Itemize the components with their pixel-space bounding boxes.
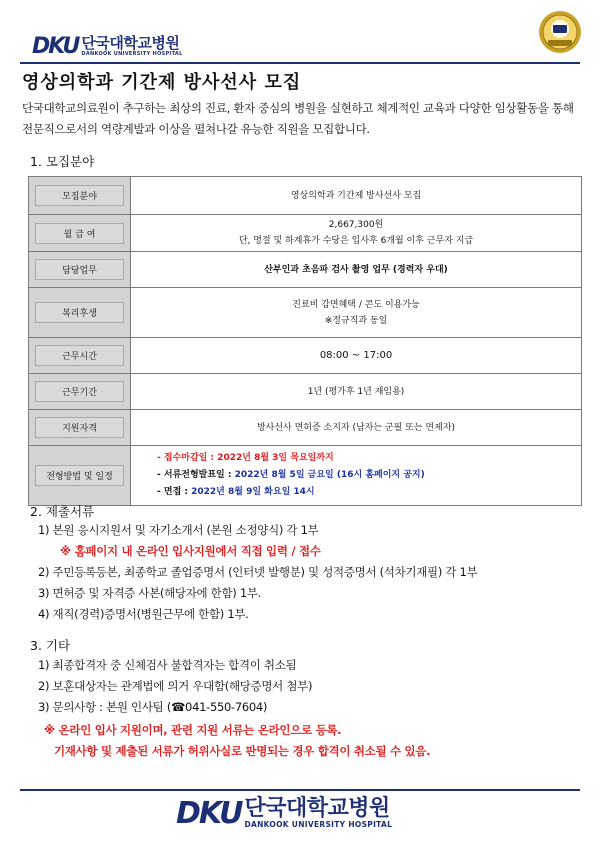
list-item: 1) 최종합격자 중 신체검사 불합격자는 합격이 취소됨 (38, 658, 297, 672)
table-row (29, 215, 582, 252)
table-row (29, 446, 582, 506)
intro-paragraph: 단국대학교의료원이 추구하는 최상의 진료, 환자 중심의 병원을 실현하고 체계적인 교육과 다양한 임상활동을 통해 전문직으로서의 역량계발과 이상을 펼쳐나갈 유능한 직원을 모집합니다. (22, 101, 574, 136)
value-period: 1년 (평가후 1년 재임용) (131, 374, 582, 410)
process-interview-date: 2022년 8월 9일 화요일 14시 (191, 487, 315, 497)
online-apply-notice: ※ 홈페이지 내 온라인 입사지원에서 직접 입력 / 접수 (60, 544, 321, 558)
table-row (29, 374, 582, 410)
section3-notes (44, 720, 430, 762)
logo-hospital-name: 단국대학교병원 (244, 796, 390, 821)
table-row (29, 288, 582, 338)
false-info-warning: 기재사항 및 제출된 서류가 허위사실로 판명되는 경우 합격이 취소될 수 있음. (54, 744, 431, 758)
section3-list (38, 655, 312, 718)
label-process: 전형방법 및 일정 (35, 465, 124, 486)
logo-hospital-name-en: DANKOOK UNIVERSITY HOSPITAL (81, 51, 183, 57)
label-hours: 근무시간 (35, 345, 124, 366)
value-welfare: 진료비 감면혜택 / 콘도 이용가능 (292, 299, 420, 310)
label-field: 모집분야 (35, 185, 124, 206)
section2-heading: 2. 제출서류 (30, 504, 95, 519)
table-row (29, 177, 582, 215)
process-doc-result-label: - 서류전형발표일 : (157, 470, 235, 480)
list-item: 3) 면허증 및 자격증 사본(해당자에 한함) 1부. (38, 586, 262, 600)
value-duty: 산부인과 초음파 검사 촬영 업무 (경력자 우대) (131, 252, 582, 288)
online-register-notice: ※ 온라인 입사 지원이며, 관련 지원 서류는 온라인으로 등록. (44, 723, 342, 737)
list-item: 4) 재직(경력)증명서(병원근무에 한함) 1부. (38, 607, 249, 621)
label-welfare: 복리후생 (35, 302, 124, 323)
label-salary: 월 급 여 (35, 223, 124, 244)
dku-logo-mark: DKU (176, 796, 242, 831)
recruitment-table (28, 176, 582, 506)
value-field: 영상의학과 기간제 방사선사 모집 (131, 177, 582, 215)
hospital-logo-top (32, 34, 183, 59)
label-period: 근무기간 (35, 381, 124, 402)
section3-heading: 3. 기타 (30, 638, 71, 653)
section1-heading: 1. 모집분야 (30, 154, 95, 169)
certification-badge-icon (538, 10, 582, 54)
hospital-logo-bottom (176, 796, 392, 831)
logo-hospital-name: 단국대학교병원 (81, 34, 180, 52)
value-qualification: 방사선사 면허증 소지자 (남자는 군필 또는 면제자) (131, 410, 582, 446)
section2-list (38, 520, 477, 625)
value-salary-amount: 2,667,300원 (328, 220, 384, 230)
logo-hospital-name-en: DANKOOK UNIVERSITY HOSPITAL (244, 820, 393, 829)
dku-logo-mark: DKU (32, 34, 79, 59)
list-item: 1) 본원 응시지원서 및 자기소개서 (본원 소정양식) 각 1부 (38, 523, 319, 537)
process-deadline: - 접수마감일 : 2022년 8월 3일 목요일까지 (157, 453, 334, 463)
value-hours: 08:00 ~ 17:00 (131, 338, 582, 374)
list-item: 3) 문의사항 : 본원 인사팀 (☎041-550-7604) (38, 700, 268, 714)
label-qualification: 지원자격 (35, 417, 124, 438)
table-row (29, 410, 582, 446)
table-row (29, 338, 582, 374)
title-top-rule (20, 62, 580, 64)
list-item: 2) 보훈대상자는 관계법에 의거 우대함(해당증명서 첨부) (38, 679, 313, 693)
footer-rule (20, 789, 580, 791)
page-title: 영상의학과 기간제 방사선사 모집 (22, 72, 302, 93)
label-duty: 담당업무 (35, 259, 124, 280)
table-row (29, 252, 582, 288)
value-salary-note: 단, 명절 및 하계휴가 수당은 입사후 6개월 이후 근무자 지급 (238, 236, 474, 246)
process-interview-label: - 면접 : (157, 487, 192, 497)
process-doc-result-date: 2022년 8월 5일 금요일 (16시 홈페이지 공지) (234, 470, 425, 480)
list-item: 2) 주민등록등본, 최종학교 졸업증명서 (인터넷 발행분) 및 성적증명서 (석차기재필) 각 1부 (38, 565, 478, 579)
value-welfare-note: ※정규직과 동일 (324, 315, 388, 326)
